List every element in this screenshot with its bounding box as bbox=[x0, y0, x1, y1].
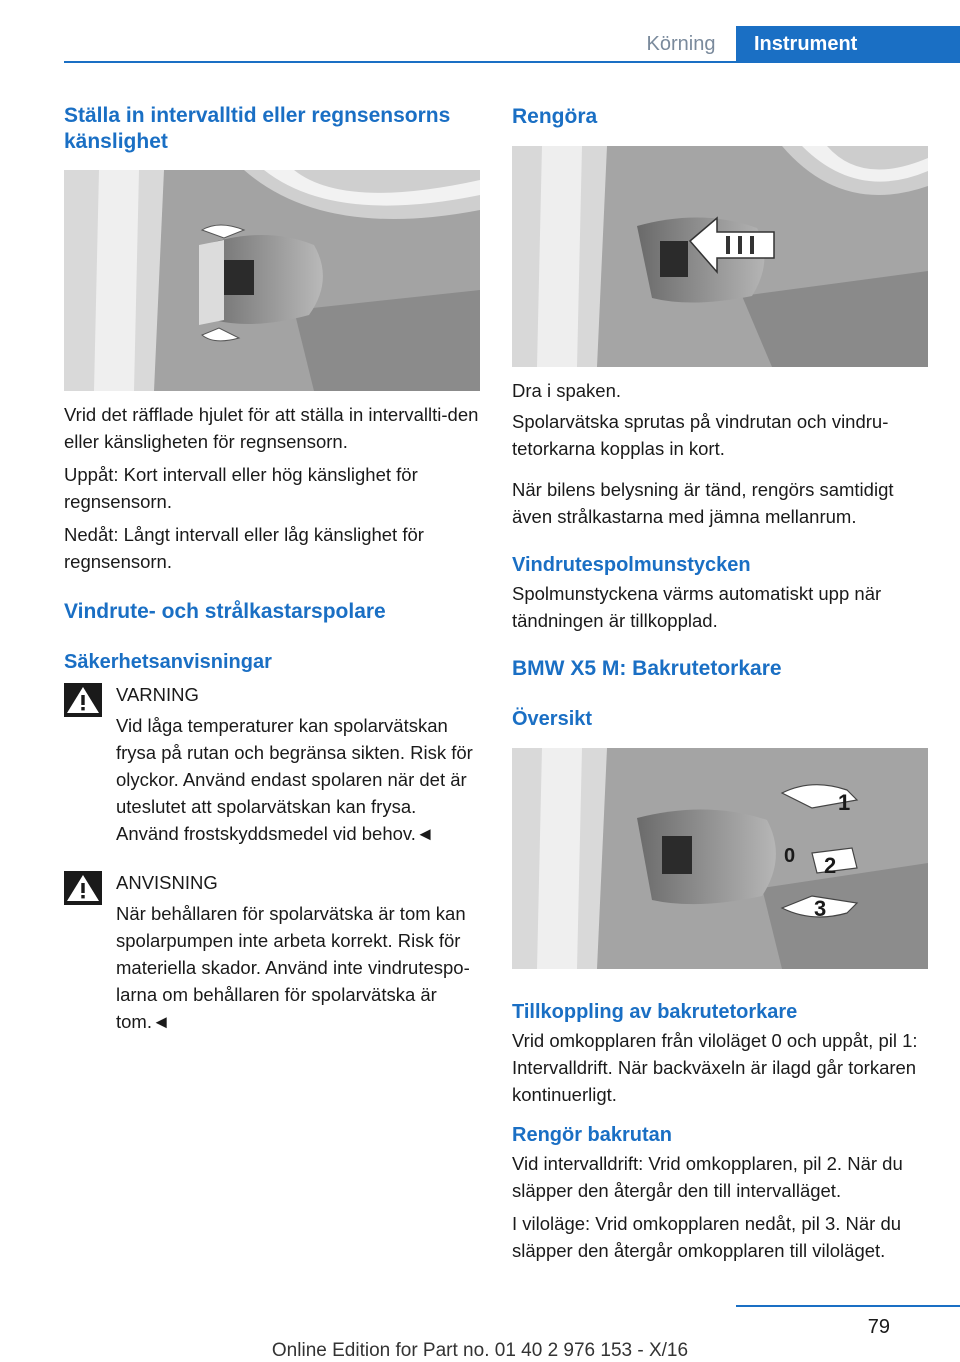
right-paragraph-3: När bilens belysning är tänd, rengörs samtidigt även strålkastarna med jämna mellanrum. bbox=[512, 479, 894, 527]
left-paragraph-3: Nedåt: Långt intervall eller låg känslighet för regnsensorn. bbox=[64, 524, 424, 572]
arrow-label-0: 0 bbox=[784, 845, 796, 867]
right-paragraph-6: Vid intervalldrift: Vrid omkopplaren, pil 2. När du släpper den återgår den till intervalläget. bbox=[512, 1153, 903, 1201]
heading-overview: Översikt bbox=[512, 708, 593, 730]
left-paragraph-2: Uppåt: Kort intervall eller hög känslighet för regnsensorn. bbox=[64, 464, 418, 512]
header-rule bbox=[64, 61, 960, 63]
heading-clean-rear-window: Rengör bakrutan bbox=[512, 1124, 673, 1146]
heading-interval-sensitivity: Ställa in intervalltid eller regnsensorns känslighet bbox=[64, 104, 451, 153]
heading-washer-system: Vindrute- och strålkastarspolare bbox=[64, 600, 386, 623]
arrow-label-2: 2 bbox=[824, 853, 837, 878]
warning-text-2: När behållaren för spolarvätska är tom kan spolarpumpen inte arbeta korrekt. Risk för materiella skador. Använd inte vindrutespo‐larna om behållaren för spolarvätska är tom.◄ bbox=[116, 903, 470, 1032]
arrow-label-1: 1 bbox=[838, 790, 851, 815]
wiper-stalk-wheel-image bbox=[64, 170, 480, 391]
stalk-pull-illustration bbox=[512, 146, 928, 367]
right-paragraph-1: Dra i spaken. bbox=[512, 380, 621, 401]
wiper-stalk-pull-image bbox=[512, 146, 928, 367]
header-section-tab: Körning bbox=[646, 33, 716, 55]
right-paragraph-7: I viloläge: Vrid omkopplaren nedåt, pil 3. När du släpper den återgår omkopplaren till viloläget. bbox=[512, 1213, 902, 1261]
right-column bbox=[512, 100, 928, 1264]
warning-text-1: Vid låga temperaturer kan spolarvätskan frysa på rutan och begränsa sikten. Risk för olyckor. Använd endast spolaren när det är uteslutet att spolarvätskan kan frysa. Använd frostskyddsmedel vid behov.◄ bbox=[116, 715, 473, 844]
page-number: 79 bbox=[867, 1316, 890, 1338]
rear-wiper-switch-image bbox=[512, 748, 928, 969]
rear-wiper-illustration bbox=[512, 748, 928, 969]
right-paragraph-4: Spolmunstyckena värms automatiskt upp när tändningen är tillkopplad. bbox=[512, 583, 882, 631]
arrow-label-3: 3 bbox=[814, 896, 827, 921]
warning-icon bbox=[64, 683, 102, 717]
heading-cleaning: Rengöra bbox=[512, 105, 598, 128]
right-paragraph-2: Spolarvätska sprutas på vindrutan och vindru‐tetorkarna kopplas in kort. bbox=[512, 411, 889, 459]
warning-label-1: VARNING bbox=[116, 684, 199, 705]
warning-icon bbox=[64, 871, 102, 905]
left-paragraph-1: Vrid det räfflade hjulet för att ställa in intervallti‐den eller känsligheten för regnsensorn. bbox=[64, 404, 479, 452]
footer-rule bbox=[736, 1305, 960, 1307]
right-paragraph-5: Vrid omkopplaren från viloläget 0 och uppåt, pil 1: Intervalldrift. När backväxeln är ilagd går torkaren kontinuerligt. bbox=[512, 1030, 918, 1105]
warning-label-2: ANVISNING bbox=[116, 872, 218, 893]
heading-safety-notes: Säkerhetsanvisningar bbox=[64, 651, 272, 673]
heading-rear-wiper-activation: Tillkoppling av bakrutetorkare bbox=[512, 1001, 798, 1023]
stalk-wheel-illustration bbox=[64, 170, 480, 391]
heading-washer-nozzles: Vindrutespolmunstycken bbox=[512, 554, 751, 576]
footer-edition: Online Edition for Part no. 01 40 2 976 153 - X/16 bbox=[271, 1340, 689, 1361]
warning-block-1 bbox=[64, 681, 480, 847]
header-chapter-tab: Instrument bbox=[736, 26, 960, 62]
heading-rear-wiper: BMW X5 M: Bakrutetorkare bbox=[512, 657, 782, 680]
warning-block-2 bbox=[64, 869, 480, 1035]
left-column bbox=[64, 100, 480, 1035]
